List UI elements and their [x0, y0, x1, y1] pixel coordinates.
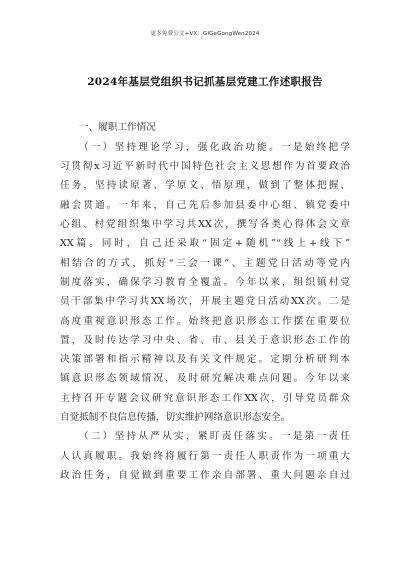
- paragraph-line: （一）坚持理论学习，强化政治功能。一是始终把学: [79, 141, 350, 153]
- header-note: 更多免费公文+VX：GlGeGongWen2024: [150, 31, 260, 37]
- paragraph-line: 镇意识形态领域情况，及时研究解决难点问题。今年以来: [60, 373, 350, 385]
- paragraph-line: 决策部署和指示精神以及有关文件规定。定期分析研判本: [60, 354, 350, 366]
- paragraph-line: 相结合的方式，抓好“三会一课”、主题党日活动等党内: [60, 257, 350, 269]
- paragraph-line: 自觉抵制不良信息传播，切实维护网络意识形态安全。: [60, 412, 291, 424]
- paragraph-line: （二）坚持从严从实，紧盯责任落实。一是第一责任: [79, 431, 350, 443]
- paragraph-line: 制度落实，确保学习教育全覆盖。今年以来，组织镇村党: [60, 276, 350, 288]
- paragraph-line: 融会贯通。一年来，自己先后参加县委中心组、镇党委中: [60, 199, 350, 211]
- paragraph-line: 政治任务，自觉做到重要工作亲自部署、重大问题亲自过: [60, 469, 350, 481]
- paragraph-line: 高度重视意识形态工作。始终把意识形态工作摆在重要位: [60, 315, 350, 327]
- paragraph-line: 置，及时传达学习中央、省、市、县关于意识形态工作的: [60, 334, 350, 346]
- document-title: 2024年基层党组织书记抓基层党建工作述职报告: [87, 76, 323, 88]
- paragraph-line: 任务，坚持读原著、学原文、悟原理，做到了整体把握、: [60, 180, 350, 192]
- paragraph-line: 心组、村党组织集中学习共XX次，撰写各类心得体会文章: [60, 219, 350, 231]
- paragraph-line: XX篇。同时，自己还采取“固定+随机”“线上+线下”: [60, 238, 350, 250]
- paragraph-line: 主持召开专题会议研究意识形态工作XX次，引导党员群众: [60, 392, 350, 404]
- paragraph-line: 员干部集中学习共XX场次，开展主题党日活动XX次。二是: [60, 296, 350, 308]
- document-body: [60, 118, 350, 485]
- paragraph-line: 习贯彻x习近平新时代中国特色社会主义思想作为首要政治: [60, 161, 350, 173]
- section-heading: 一、履职工作情况: [79, 122, 156, 133]
- paragraph-line: 人认真履职。我始终将履行第一责任人职责作为一项重大: [60, 450, 350, 462]
